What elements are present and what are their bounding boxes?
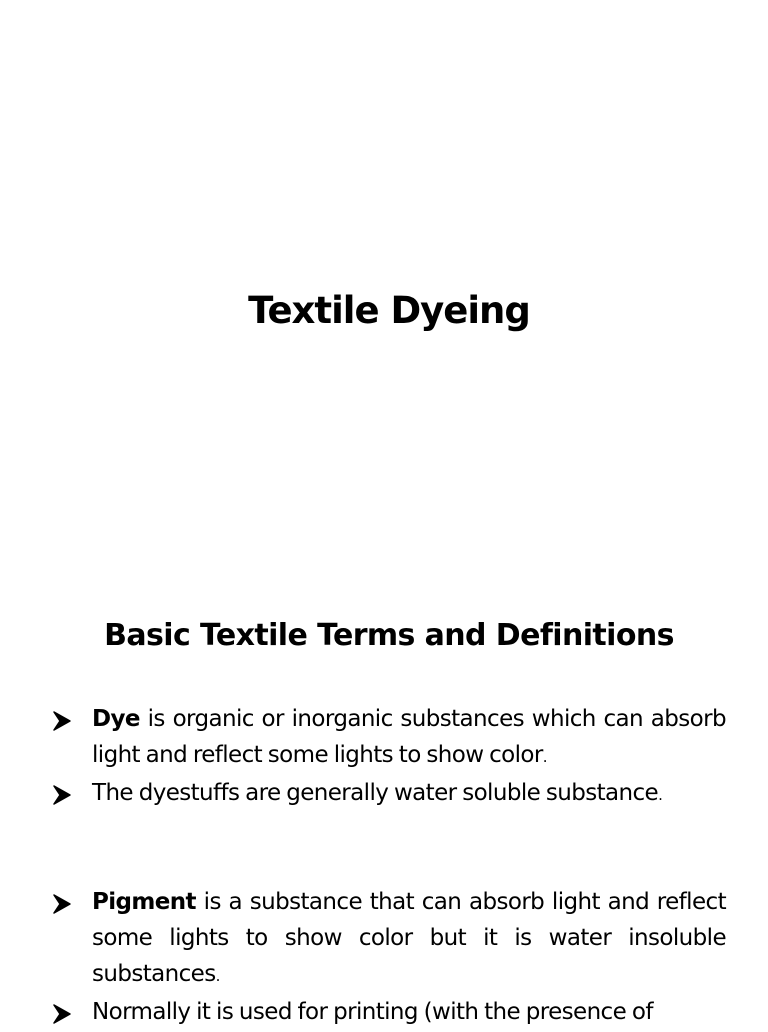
term-pigment: Pigment	[92, 889, 196, 915]
arrowhead-bullet-icon	[52, 701, 80, 737]
arrowhead-bullet-icon	[52, 994, 80, 1030]
bullet-dyestuffs-note	[52, 775, 726, 813]
slide-title: Textile Dyeing	[248, 289, 530, 332]
bullet-period: .	[542, 748, 547, 766]
section-heading: Basic Textile Terms and Definitions	[104, 618, 674, 653]
bullet-text: is a substance that can absorb light and reflect some lights to show color but it is water insoluble substances	[92, 889, 726, 987]
term-dye: Dye	[92, 706, 140, 732]
bullet-text: Normally it is used for printing (with the presence of	[92, 999, 653, 1025]
arrowhead-bullet-icon	[52, 775, 80, 811]
bullet-dye-definition	[52, 701, 726, 775]
bullet-text: The dyestuffs are generally water soluble substance	[92, 780, 659, 806]
arrowhead-bullet-icon	[52, 884, 80, 920]
bullet-text: is organic or inorganic substances which can absorb light and reflect some lights to show color	[92, 706, 726, 768]
bullet-period: .	[215, 967, 220, 985]
definitions-list	[52, 701, 726, 1032]
bullet-pigment-usage	[52, 994, 726, 1032]
bullet-period: .	[658, 786, 663, 804]
bullet-pigment-definition	[52, 884, 726, 994]
